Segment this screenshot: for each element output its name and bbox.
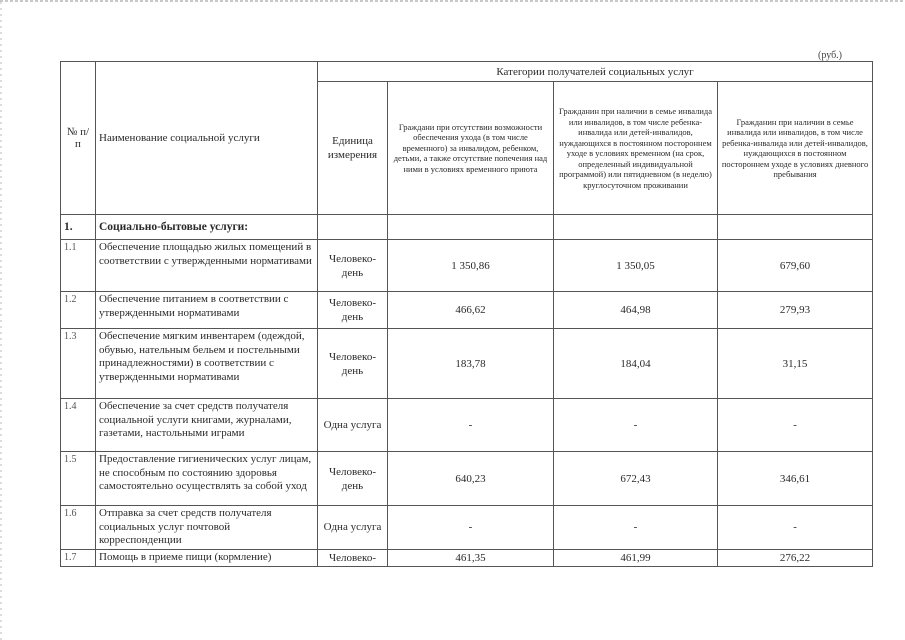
value-cell: 672,43 xyxy=(554,452,718,506)
value-cell: 346,61 xyxy=(718,452,873,506)
unit-cell xyxy=(318,549,388,566)
value-cell: - xyxy=(718,506,873,550)
services-table xyxy=(60,61,873,567)
row-number: 1.2 xyxy=(61,292,96,329)
value-cell: - xyxy=(554,399,718,452)
row-number: 1.6 xyxy=(61,506,96,550)
value-cell: 31,15 xyxy=(718,329,873,399)
empty-cell xyxy=(554,215,718,240)
value-cell: 461,35 xyxy=(388,549,554,566)
value-cell: - xyxy=(388,506,554,550)
service-name: Помощь в приеме пищи (кормление) xyxy=(96,549,318,566)
row-number: 1.1 xyxy=(61,240,96,292)
service-name: Отправка за счет средств получателя социальных услуг почтовой корреспонденции xyxy=(96,506,318,550)
unit-cell: Одна услуга xyxy=(318,399,388,452)
header-num: № п/п xyxy=(61,62,96,215)
table-row xyxy=(61,452,873,506)
scan-top-border xyxy=(0,0,905,2)
table-row xyxy=(61,549,873,566)
section-row xyxy=(61,215,873,240)
header-unit: Единица измерения xyxy=(318,82,388,215)
header-category-3: Гражданин при наличии в семье инвалида или инвалидов, в том числе ребенка-инвалида или детей-инвалидов, нуждающихся в постоянном постороннем уходе в условиях дневного пребывания xyxy=(718,82,873,215)
header-service-name: Наименование социальной услуги xyxy=(96,62,318,215)
unit-cell: Человеко-день xyxy=(318,329,388,399)
empty-cell xyxy=(388,215,554,240)
service-name: Обеспечение питанием в соответствии с утвержденными нормативами xyxy=(96,292,318,329)
value-cell: 184,04 xyxy=(554,329,718,399)
table-row xyxy=(61,506,873,550)
header-category-1: Граждани при отсутствии возможности обеспечения ухода (в том числе временного) за инвалидом, ребенком, детьми, а также отсутствие попечения над ними в условиях временного приюта xyxy=(388,82,554,215)
table-row xyxy=(61,399,873,452)
value-cell: - xyxy=(554,506,718,550)
table-row xyxy=(61,329,873,399)
value-cell: - xyxy=(388,399,554,452)
value-cell: 1 350,05 xyxy=(554,240,718,292)
value-cell: 464,98 xyxy=(554,292,718,329)
unit-cell: Человеко-день xyxy=(318,292,388,329)
table-row xyxy=(61,292,873,329)
value-cell: 679,60 xyxy=(718,240,873,292)
unit-cell: Одна услуга xyxy=(318,506,388,550)
section-number: 1. xyxy=(61,215,96,240)
value-cell: 640,23 xyxy=(388,452,554,506)
section-title: Социально-бытовые услуги: xyxy=(96,215,318,240)
unit-cell: Человеко-день xyxy=(318,240,388,292)
value-cell: 1 350,86 xyxy=(388,240,554,292)
row-number: 1.7 xyxy=(61,549,96,566)
value-cell: 461,99 xyxy=(554,549,718,566)
value-cell: 276,22 xyxy=(718,549,873,566)
row-number: 1.5 xyxy=(61,452,96,506)
empty-cell xyxy=(718,215,873,240)
service-name: Предоставление гигиенических услуг лицам, не способным по состоянию здоровья самостоятельно осуществлять за собой уход xyxy=(96,452,318,506)
unit-cell-text: Человеко- xyxy=(329,551,376,564)
header-categories-title: Категории получателей социальных услуг xyxy=(318,62,873,82)
header-category-2: Гражданин при наличии в семье инвалида или инвалидов, в том числе ребенка-инвалида или детей-инвалидов, нуждающихся в постоянном постороннем уходе в условиях временном (на срок, определенный индивидуальной программой) или пятидневном (в неделю) круглосуточном проживании xyxy=(554,82,718,215)
unit-cell: Человеко-день xyxy=(318,452,388,506)
value-cell: 183,78 xyxy=(388,329,554,399)
service-name: Обеспечение за счет средств получателя социальной услуги книгами, журналами, газетами, настольными играми xyxy=(96,399,318,452)
header-row-top xyxy=(61,62,873,82)
empty-cell xyxy=(318,215,388,240)
scan-left-border xyxy=(0,0,2,640)
units-note: (руб.) xyxy=(818,50,842,61)
table-row xyxy=(61,240,873,292)
service-name: Обеспечение мягким инвентарем (одеждой, обувью, нательным бельем и постельными принадлежностями) в соответствии с утвержденными нормативами xyxy=(96,329,318,399)
service-name: Обеспечение площадью жилых помещений в соответствии с утвержденными нормативами xyxy=(96,240,318,292)
row-number: 1.3 xyxy=(61,329,96,399)
value-cell: - xyxy=(718,399,873,452)
value-cell: 466,62 xyxy=(388,292,554,329)
row-number: 1.4 xyxy=(61,399,96,452)
value-cell: 279,93 xyxy=(718,292,873,329)
